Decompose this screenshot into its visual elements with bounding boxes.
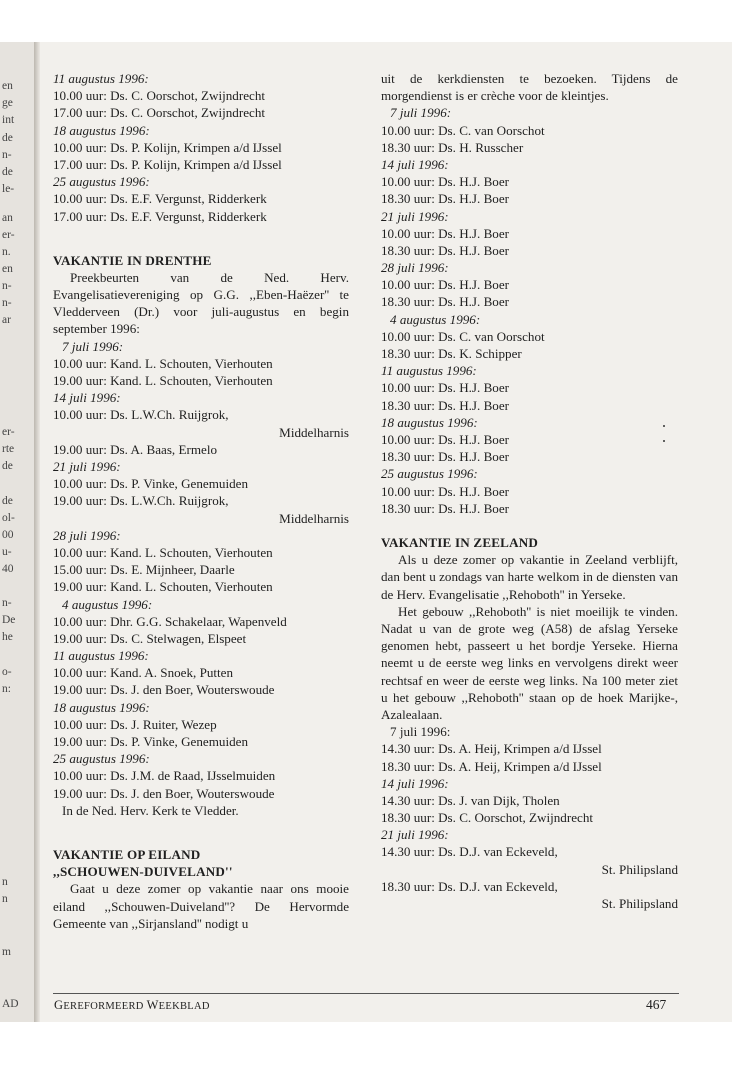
service-line: 19.00 uur: Ds. J. den Boer, Wouterswoude bbox=[53, 785, 275, 801]
date-line: 18 augustus 1996: bbox=[53, 122, 150, 138]
margin-fragment: rte bbox=[2, 443, 15, 455]
date-line: 11 augustus 1996: bbox=[381, 363, 477, 379]
location-note: In de Ned. Herv. Kerk te Vledder. bbox=[62, 802, 239, 818]
service-line: 18.30 uur: Ds. A. Heij, Krimpen a/d IJssel bbox=[381, 758, 602, 774]
right-column bbox=[381, 70, 678, 912]
date-line: 14 juli 1996: bbox=[53, 390, 121, 406]
service-line: 18.30 uur: Ds. H. Russcher bbox=[381, 139, 524, 155]
service-line: 10.00 uur: Ds. H.J. Boer bbox=[381, 174, 510, 190]
margin-fragment: n- bbox=[2, 597, 12, 609]
margin-fragment: n- bbox=[2, 149, 12, 161]
zeeland-paragraph-1: Als u deze zomer op vakantie in Zeeland verblijft, dan bent u zondags van harte welkom in de diensten van de Herv. Evangelisatie ,,Rehoboth'' in Yerseke. bbox=[381, 552, 678, 602]
service-line: 10.00 uur: Ds. H.J. Boer bbox=[381, 380, 510, 396]
section-heading-eiland-sub: ,,SCHOUWEN-DUIVELAND'' bbox=[53, 864, 233, 880]
service-line: 10.00 uur: Ds. H.J. Boer bbox=[381, 431, 510, 447]
service-line: 10.00 uur: Ds. J. Ruiter, Wezep bbox=[53, 716, 217, 732]
margin-fragment: int bbox=[2, 114, 15, 126]
previous-page-edge bbox=[0, 42, 34, 1022]
section-heading-drenthe: VAKANTIE IN DRENTHE bbox=[53, 252, 212, 268]
margin-fragment: ge bbox=[2, 97, 13, 109]
service-line: 10.00 uur: Ds. P. Kolijn, Krimpen a/d IJssel bbox=[53, 139, 282, 155]
date-line: 21 juli 1996: bbox=[53, 459, 121, 474]
service-line: 18.30 uur: Ds. H.J. Boer bbox=[381, 294, 510, 310]
margin-fragment: n bbox=[2, 893, 8, 905]
service-line: 17.00 uur: Ds. P. Kolijn, Krimpen a/d IJssel bbox=[53, 156, 282, 172]
service-place: Middelharnis bbox=[279, 510, 349, 526]
service-line: 19.00 uur: Ds. L.W.Ch. Ruijgrok, bbox=[53, 493, 229, 509]
service-line: 10.00 uur: Ds. E.F. Vergunst, Ridderkerk bbox=[53, 191, 267, 207]
date-line: 28 juli 1996: bbox=[381, 260, 449, 276]
service-line: 10.00 uur: Kand. L. Schouten, Vierhouten bbox=[53, 355, 273, 371]
date-line: 25 augustus 1996: bbox=[53, 174, 150, 190]
left-column bbox=[53, 70, 349, 932]
margin-fragment: De bbox=[2, 614, 16, 626]
print-speck bbox=[663, 425, 665, 427]
service-line: 10.00 uur: Ds. L.W.Ch. Ruijgrok, bbox=[53, 407, 229, 423]
service-line: 10.00 uur: Dhr. G.G. Schakelaar, Wapenveld bbox=[53, 613, 287, 629]
margin-fragment: n. bbox=[2, 246, 11, 258]
service-line: 10.00 uur: Ds. H.J. Boer bbox=[381, 483, 510, 499]
margin-fragment: de bbox=[2, 495, 13, 507]
service-line: 10.00 uur: Kand. L. Schouten, Vierhouten bbox=[53, 544, 273, 560]
margin-fragment: en bbox=[2, 80, 13, 92]
service-line: 10.00 uur: Ds. P. Vinke, Genemuiden bbox=[53, 476, 248, 492]
service-line: 10.00 uur: Ds. H.J. Boer bbox=[381, 277, 510, 293]
service-line: 10.00 uur: Ds. C. Oorschot, Zwijndrecht bbox=[53, 88, 266, 104]
service-line: 18.30 uur: Ds. D.J. van Eckeveld, bbox=[381, 878, 558, 894]
date-line: 18 augustus 1996: bbox=[53, 699, 150, 715]
date-line: 21 juli 1996: bbox=[381, 208, 449, 224]
date-line: 25 augustus 1996: bbox=[53, 751, 150, 767]
service-line: 14.30 uur: Ds. D.J. van Eckeveld, bbox=[381, 844, 558, 860]
date-line: 14 juli 1996: bbox=[381, 156, 449, 172]
title-initial: G bbox=[54, 998, 64, 1012]
service-line: 10.00 uur: Ds. H.J. Boer bbox=[381, 225, 510, 241]
service-line: 19.00 uur: Ds. J. den Boer, Wouterswoude bbox=[53, 682, 275, 698]
margin-fragment: ar bbox=[2, 314, 11, 326]
service-line: 19.00 uur: Ds. A. Baas, Ermelo bbox=[53, 441, 218, 457]
margin-fragment: n: bbox=[2, 683, 11, 695]
margin-fragment: en bbox=[2, 263, 13, 275]
margin-fragment: n- bbox=[2, 280, 12, 292]
title-initial: W bbox=[146, 998, 159, 1012]
service-line: 10.00 uur: Ds. C. van Oorschot bbox=[381, 328, 545, 344]
footer-rule bbox=[53, 993, 679, 994]
service-place: Middelharnis bbox=[279, 424, 349, 440]
margin-fragment: de bbox=[2, 460, 13, 472]
date-line: 25 augustus 1996: bbox=[381, 466, 478, 482]
margin-fragment: er- bbox=[2, 426, 15, 438]
service-line: 18.30 uur: Ds. H.J. Boer bbox=[381, 242, 510, 258]
service-line: 18.30 uur: Ds. H.J. Boer bbox=[381, 449, 510, 465]
page-number: 467 bbox=[646, 997, 667, 1012]
date-line: 21 juli 1996: bbox=[381, 827, 449, 843]
service-line: 14.30 uur: Ds. A. Heij, Krimpen a/d IJssel bbox=[381, 741, 602, 757]
margin-fragment: AD bbox=[2, 998, 19, 1010]
margin-fragment: u- bbox=[2, 546, 12, 558]
service-line: 18.30 uur: Ds. H.J. Boer bbox=[381, 500, 510, 516]
service-line: 18.30 uur: Ds. H.J. Boer bbox=[381, 397, 510, 413]
service-line: 10.00 uur: Kand. A. Snoek, Putten bbox=[53, 665, 234, 681]
service-line: 18.30 uur: Ds. C. Oorschot, Zwijndrecht bbox=[381, 810, 594, 826]
margin-fragment: n bbox=[2, 876, 8, 888]
continuation-text: uit de kerkdiensten te bezoeken. Tijdens de morgendienst is er crèche voor de kleintjes. bbox=[381, 71, 678, 104]
page bbox=[40, 42, 732, 1022]
date-line: 4 augustus 1996: bbox=[390, 311, 481, 327]
margin-fragment: m bbox=[2, 946, 11, 958]
margin-fragment: de bbox=[2, 166, 13, 178]
eiland-text: Gaat u deze zomer op vakantie naar ons mooie eiland ,,Schouwen-Duiveland''? De Hervormde Gemeente van ,,Sirjansland'' nodigt u bbox=[53, 881, 349, 931]
date-line: 7 juli 1996: bbox=[62, 338, 124, 354]
drenthe-intro: Preekbeurten van de Ned. Herv. Evangelisatievereniging op G.G. ,,Eben-Haëzer'' te Vledderveen (Dr.) voor juli-augustus en begin september 1996: bbox=[53, 269, 349, 337]
service-line: 15.00 uur: Ds. E. Mijnheer, Daarle bbox=[53, 562, 235, 578]
margin-fragment: le- bbox=[2, 183, 15, 195]
title-smallcaps: EEKBLAD bbox=[158, 1001, 210, 1012]
date-line: 14 juli 1996: bbox=[381, 775, 449, 791]
margin-fragment: 40 bbox=[2, 563, 14, 575]
section-heading-zeeland: VAKANTIE IN ZEELAND bbox=[381, 534, 539, 550]
zeeland-paragraph-2: Het gebouw ,,Rehoboth'' is niet moeilijk te vinden. Nadat u van de grote weg (A58) de afslag Yerseke genomen hebt, passeert u het bordje Yerseke. Hierna neemt u de eerste weg links en vervolgens direkt weer rechtsaf en weer de eerste weg links. Na 100 meter ziet u het gebouw ,,Rehoboth'' staan op de hoek Marijke-, Azalealaan. bbox=[381, 603, 678, 722]
date-line: 11 augustus 1996: bbox=[53, 71, 149, 86]
margin-fragment: he bbox=[2, 631, 13, 643]
service-line: 18.30 uur: Ds. K. Schipper bbox=[381, 346, 522, 362]
date-line: 7 juli 1996: bbox=[390, 724, 451, 740]
service-line: 19.00 uur: Kand. L. Schouten, Vierhouten bbox=[53, 579, 273, 595]
service-line: 18.30 uur: Ds. H.J. Boer bbox=[381, 191, 510, 207]
title-smallcaps: EREFORMEERD bbox=[63, 1001, 147, 1012]
margin-fragment: o- bbox=[2, 666, 12, 678]
publication-title bbox=[54, 998, 210, 1013]
margin-fragment: n- bbox=[2, 297, 12, 309]
margin-fragment: ol- bbox=[2, 512, 15, 524]
service-line: 19.00 uur: Ds. C. Stelwagen, Elspeet bbox=[53, 630, 247, 646]
date-line: 18 augustus 1996: bbox=[381, 414, 478, 430]
service-line: 14.30 uur: Ds. J. van Dijk, Tholen bbox=[381, 792, 560, 808]
margin-fragment: 00 bbox=[2, 529, 14, 541]
section-heading-eiland: VAKANTIE OP EILAND bbox=[53, 846, 201, 862]
service-line: 10.00 uur: Ds. J.M. de Raad, IJsselmuiden bbox=[53, 768, 276, 784]
margin-fragment: an bbox=[2, 212, 13, 224]
margin-fragment: de bbox=[2, 132, 13, 144]
service-line: 17.00 uur: Ds. E.F. Vergunst, Ridderkerk bbox=[53, 208, 267, 224]
service-line: 19.00 uur: Ds. P. Vinke, Genemuiden bbox=[53, 734, 248, 749]
service-line: 10.00 uur: Ds. C. van Oorschot bbox=[381, 122, 545, 138]
service-place: St. Philipsland bbox=[601, 896, 678, 911]
date-line: 7 juli 1996: bbox=[390, 105, 452, 121]
date-line: 28 juli 1996: bbox=[53, 527, 121, 543]
date-line: 4 augustus 1996: bbox=[62, 596, 153, 612]
margin-fragment: er- bbox=[2, 229, 15, 241]
date-line: 11 augustus 1996: bbox=[53, 648, 149, 664]
service-place: St. Philipsland bbox=[601, 861, 678, 877]
print-speck bbox=[663, 440, 665, 442]
service-line: 17.00 uur: Ds. C. Oorschot, Zwijndrecht bbox=[53, 105, 266, 121]
service-line: 19.00 uur: Kand. L. Schouten, Vierhouten bbox=[53, 373, 273, 389]
